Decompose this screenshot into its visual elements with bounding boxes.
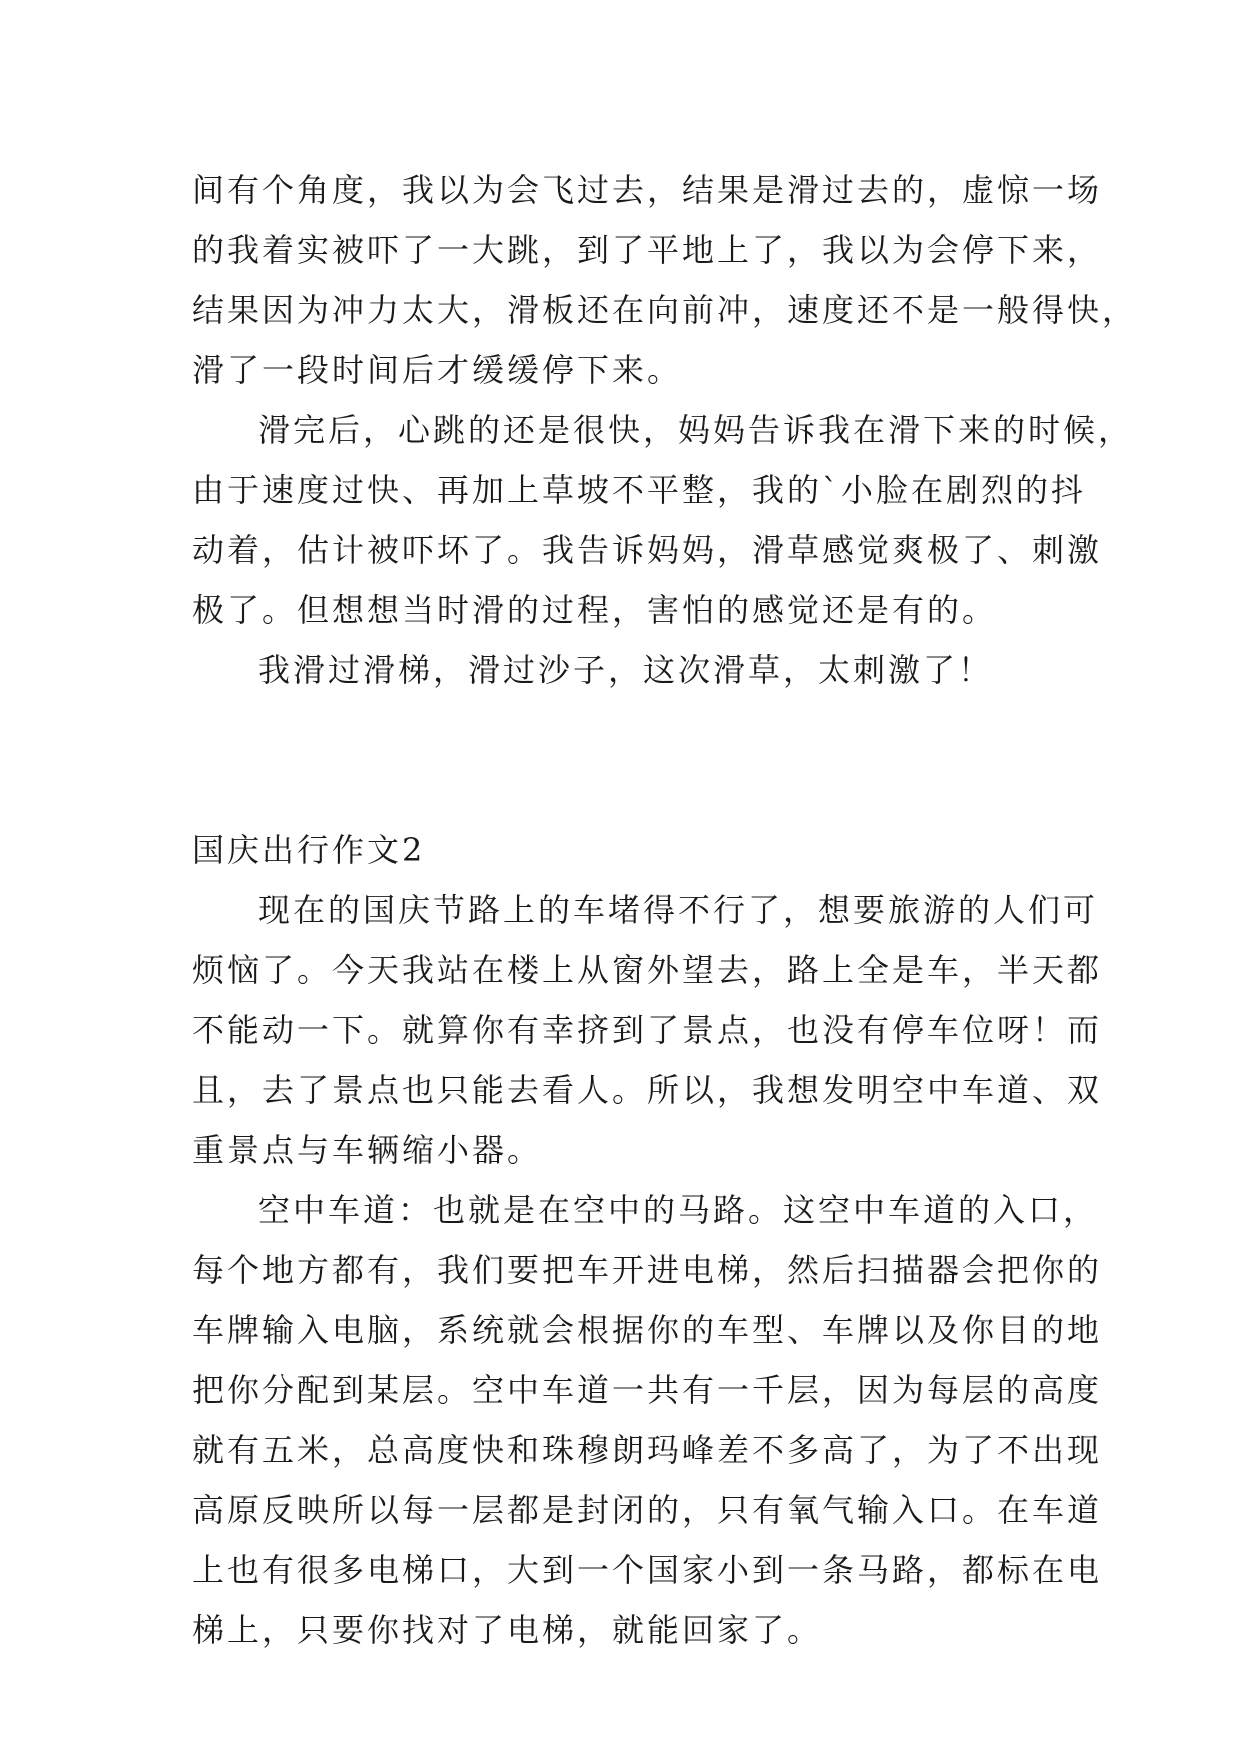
text-line: 每个地方都有，我们要把车开进电梯，然后扫描器会把你的 — [192, 1251, 1103, 1289]
text-line: 由于速度过快、再加上草坡不平整，我的`小脸在剧烈的抖 — [192, 471, 1087, 509]
text-line: 车牌输入电脑，系统就会根据你的车型、车牌以及你目的地 — [192, 1311, 1103, 1349]
text-line: 空中车道：也就是在空中的马路。这空中车道的入口， — [258, 1191, 1099, 1229]
text-line: 烦恼了。今天我站在楼上从窗外望去，路上全是车，半天都 — [192, 951, 1103, 989]
text-line: 现在的国庆节路上的车堵得不行了，想要旅游的人们可 — [258, 891, 1099, 929]
text-line: 我滑过滑梯，滑过沙子，这次滑草，太刺激了！ — [258, 651, 994, 689]
section-gap — [192, 700, 1072, 820]
text-line: 且，去了景点也只能去看人。所以，我想发明空中车道、双 — [192, 1071, 1103, 1109]
text-line: 把你分配到某层。空中车道一共有一千层，因为每层的高度 — [192, 1371, 1103, 1409]
text-line: 结果因为冲力太大，滑板还在向前冲，速度还不是一般得快， — [192, 291, 1138, 329]
text-line: 就有五米，总高度快和珠穆朗玛峰差不多高了，为了不出现 — [192, 1431, 1103, 1469]
section-title: 国庆出行作文2 — [192, 831, 426, 869]
text-line: 极了。但想想当时滑的过程，害怕的感觉还是有的。 — [192, 591, 998, 629]
paragraph — [192, 1180, 1103, 1660]
text-line: 动着，估计被吓坏了。我告诉妈妈，滑草感觉爽极了、刺激 — [192, 531, 1103, 569]
text-line: 高原反映所以每一层都是封闭的，只有氧气输入口。在车道 — [192, 1491, 1103, 1529]
document-body — [192, 160, 1138, 1660]
text-line: 间有个角度，我以为会飞过去，结果是滑过去的，虚惊一场 — [192, 171, 1103, 209]
text-line: 不能动一下。就算你有幸挤到了景点，也没有停车位呀！而 — [192, 1011, 1103, 1049]
text-line: 滑了一段时间后才缓缓停下来。 — [192, 351, 683, 389]
text-line: 的我着实被吓了一大跳，到了平地上了，我以为会停下来， — [192, 231, 1103, 269]
text-line: 梯上，只要你找对了电梯，就能回家了。 — [192, 1611, 823, 1649]
paragraph — [192, 160, 1138, 400]
paragraph — [192, 400, 1134, 640]
text-line: 上也有很多电梯口，大到一个国家小到一条马路，都标在电 — [192, 1551, 1103, 1589]
paragraph — [192, 880, 1103, 1180]
text-line: 滑完后，心跳的还是很快，妈妈告诉我在滑下来的时候， — [258, 411, 1134, 449]
paragraph — [192, 640, 1072, 700]
text-line: 重景点与车辆缩小器。 — [192, 1131, 543, 1169]
